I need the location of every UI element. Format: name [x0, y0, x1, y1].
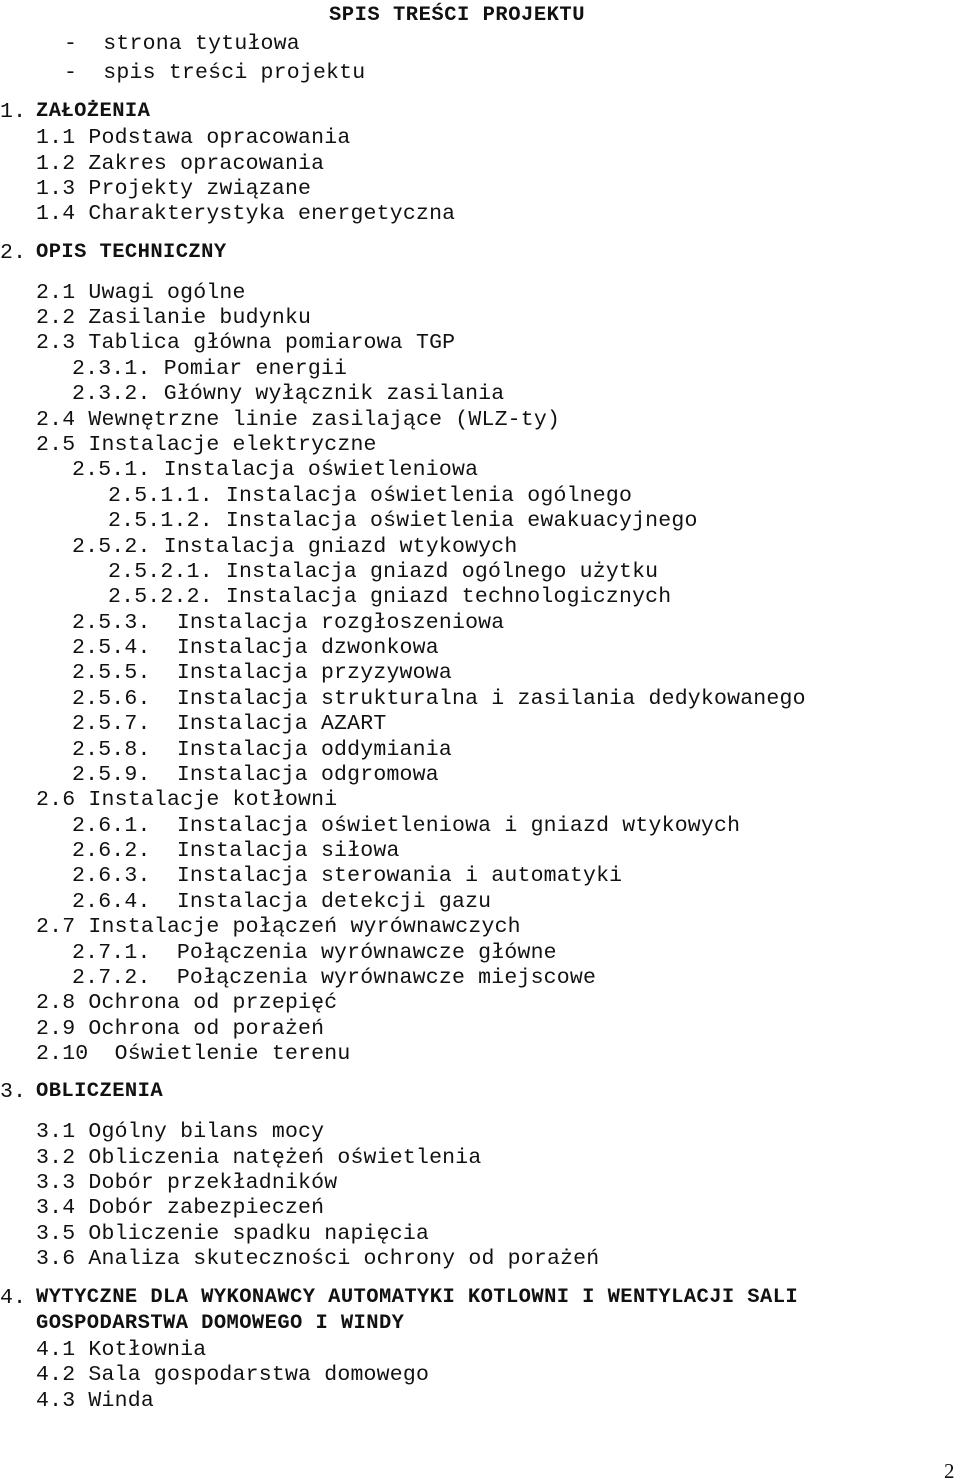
toc-section-heading: OBLICZENIA	[36, 1080, 164, 1103]
toc-item: 2.8 Ochrona od przepięć	[36, 991, 338, 1015]
toc-item: 3.2 Obliczenia natężeń oświetlenia	[36, 1146, 482, 1170]
toc-section-number: 1.	[0, 100, 27, 124]
toc-subsubitem: 2.5.2.1. Instalacja gniazd ogólnego użytku	[108, 560, 659, 584]
toc-item: 2.6 Instalacje kotłowni	[36, 788, 338, 812]
toc-subsubitem: 2.5.1.2. Instalacja oświetlenia ewakuacyjnego	[108, 509, 698, 533]
toc-subitem: 2.7.1. Połączenia wyrównawcze główne	[72, 941, 557, 965]
toc-item: 2.10 Oświetlenie terenu	[36, 1042, 351, 1066]
toc-item: 2.9 Ochrona od porażeń	[36, 1017, 325, 1041]
toc-subitem: 2.5.3. Instalacja rozgłoszeniowa	[72, 611, 505, 635]
toc-section-heading: WYTYCZNE DLA WYKONAWCY AUTOMATYKI KOTLOWNI I WENTYLACJI SALI	[36, 1286, 799, 1309]
toc-item: 1.3 Projekty związane	[36, 177, 312, 201]
toc-item: 3.5 Obliczenie spadku napięcia	[36, 1222, 430, 1246]
toc-subitem: 2.6.1. Instalacja oświetleniowa i gniazd wtykowych	[72, 814, 741, 838]
toc-subitem: 2.6.2. Instalacja siłowa	[72, 839, 400, 863]
toc-item: 2.1 Uwagi ogólne	[36, 281, 246, 305]
page-title: SPIS TREŚCI PROJEKTU	[329, 4, 586, 27]
toc-item: 4.3 Winda	[36, 1389, 154, 1413]
toc-item: 4.1 Kotłownia	[36, 1338, 207, 1362]
toc-subitem: 2.5.8. Instalacja oddymiania	[72, 738, 452, 762]
toc-subsubitem: 2.5.1.1. Instalacja oświetlenia ogólnego	[108, 484, 633, 508]
toc-item: 3.4 Dobór zabezpieczeń	[36, 1196, 325, 1220]
toc-intro-item: - strona tytułowa	[64, 32, 300, 56]
toc-intro-item: - spis treści projektu	[64, 61, 366, 85]
toc-subitem: 2.5.9. Instalacja odgromowa	[72, 763, 439, 787]
toc-item: 4.2 Sala gospodarstwa domowego	[36, 1363, 430, 1387]
toc-subitem: 2.5.4. Instalacja dzwonkowa	[72, 636, 439, 660]
toc-subitem: 2.7.2. Połączenia wyrównawcze miejscowe	[72, 966, 597, 990]
toc-item: 2.2 Zasilanie budynku	[36, 306, 312, 330]
page-number: 2	[944, 1459, 955, 1483]
toc-subitem: 2.6.3. Instalacja sterowania i automatyki	[72, 864, 623, 888]
toc-item: 3.1 Ogólny bilans mocy	[36, 1120, 325, 1144]
toc-item: 1.2 Zakres opracowania	[36, 152, 325, 176]
toc-subitem: 2.3.1. Pomiar energii	[72, 357, 348, 381]
toc-section-number: 3.	[0, 1080, 27, 1104]
toc-section-heading: ZAŁOŻENIA	[36, 100, 151, 123]
toc-item: 2.5 Instalacje elektryczne	[36, 433, 377, 457]
toc-item: 2.7 Instalacje połączeń wyrównawczych	[36, 915, 521, 939]
toc-subitem: 2.5.1. Instalacja oświetleniowa	[72, 458, 479, 482]
toc-item: 2.3 Tablica główna pomiarowa TGP	[36, 331, 456, 355]
toc-subitem: 2.5.2. Instalacja gniazd wtykowych	[72, 535, 518, 559]
toc-item: 3.6 Analiza skuteczności ochrony od porażeń	[36, 1247, 600, 1271]
toc-item: 1.4 Charakterystyka energetyczna	[36, 202, 456, 226]
toc-item: 2.4 Wewnętrzne linie zasilające (WLZ-ty)	[36, 408, 561, 432]
toc-subitem: 2.5.7. Instalacja AZART	[72, 712, 387, 736]
toc-subsubitem: 2.5.2.2. Instalacja gniazd technologicznych	[108, 585, 672, 609]
toc-section-number: 4.	[0, 1286, 27, 1310]
toc-section-heading: OPIS TECHNICZNY	[36, 241, 227, 264]
toc-subitem: 2.5.5. Instalacja przyzywowa	[72, 661, 452, 685]
toc-item: 3.3 Dobór przekładników	[36, 1171, 338, 1195]
toc-section-heading-continued: GOSPODARSTWA DOMOWEGO I WINDY	[36, 1312, 405, 1335]
toc-subitem: 2.5.6. Instalacja strukturalna i zasilania dedykowanego	[72, 687, 806, 711]
toc-subitem: 2.6.4. Instalacja detekcji gazu	[72, 890, 492, 914]
toc-item: 1.1 Podstawa opracowania	[36, 126, 351, 150]
toc-subitem: 2.3.2. Główny wyłącznik zasilania	[72, 382, 505, 406]
toc-section-number: 2.	[0, 241, 27, 265]
